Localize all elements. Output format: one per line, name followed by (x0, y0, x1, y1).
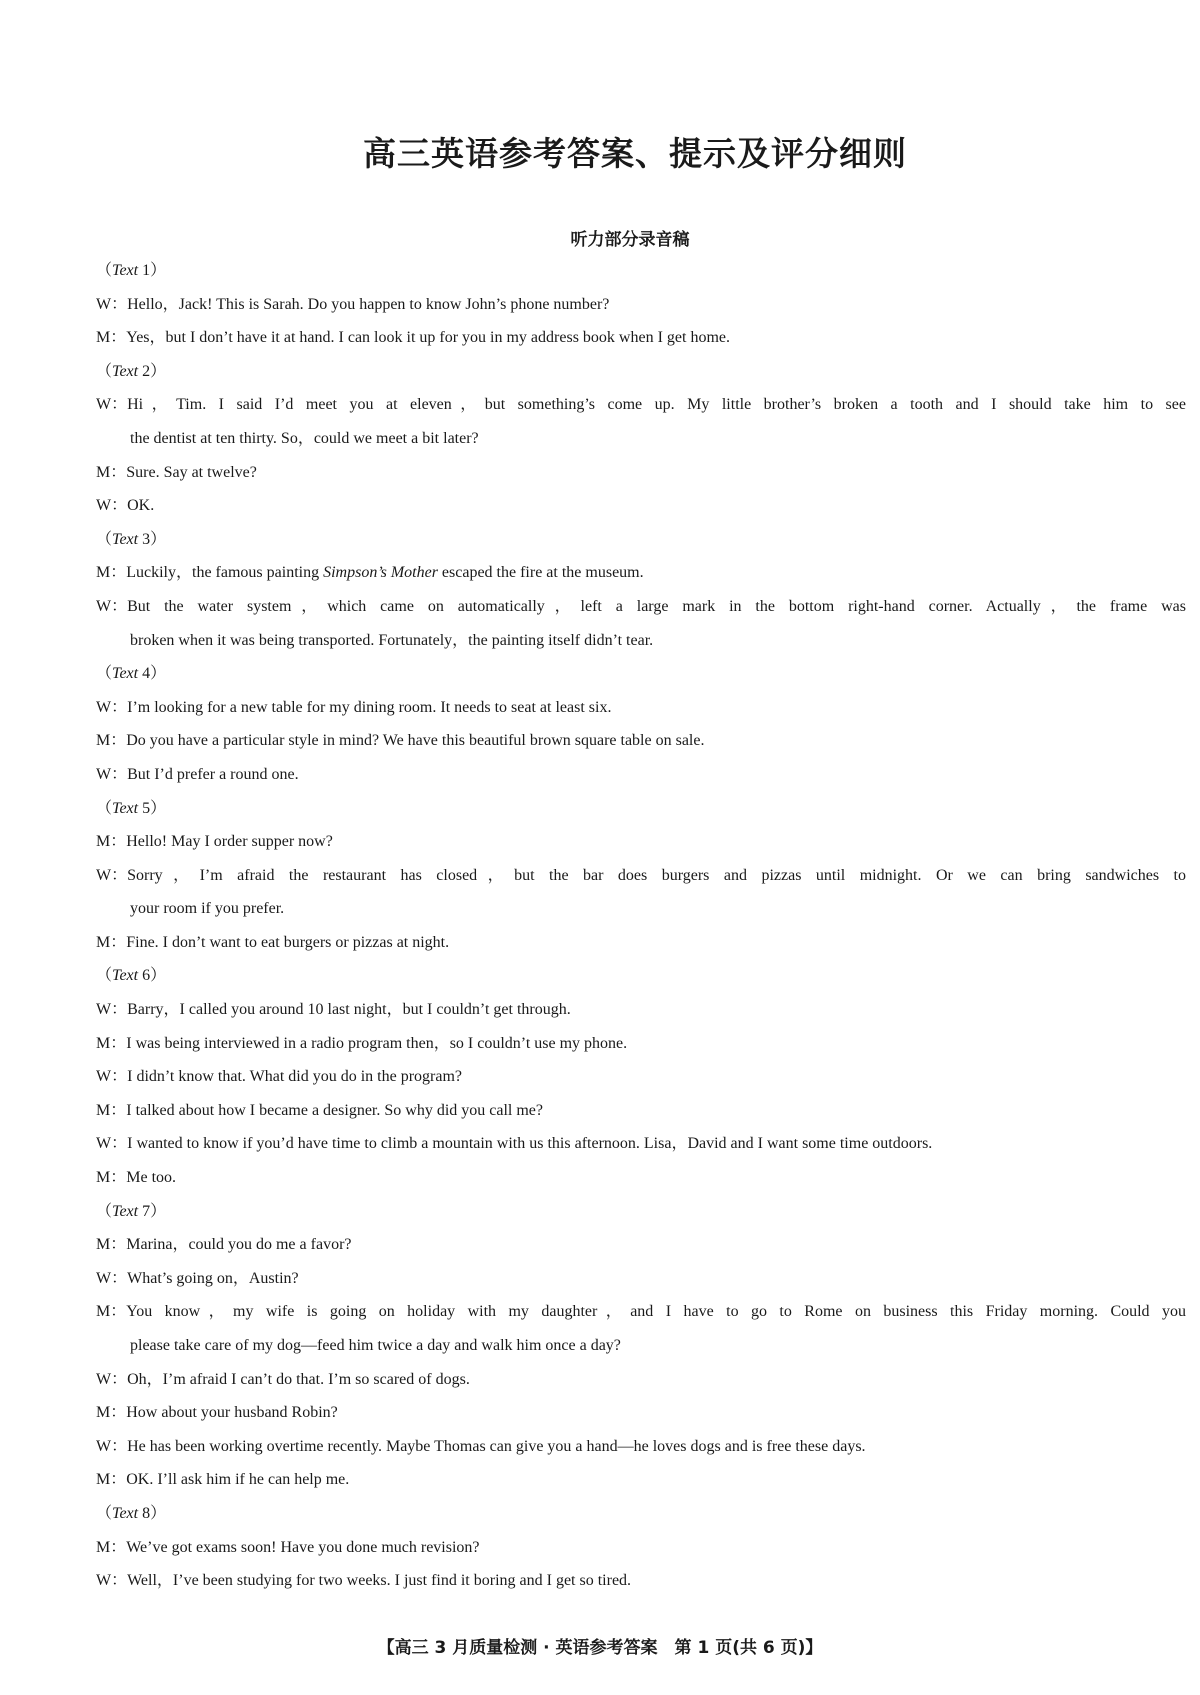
dialogue-line: M：We’ve got exams soon! Have you done much revision? (96, 1531, 1186, 1565)
dialogue-line: W：But I’d prefer a round one. (96, 758, 1186, 792)
speaker-label: W： (96, 497, 128, 515)
speaker-label: M： (96, 1101, 127, 1119)
transcript-body (96, 254, 1186, 1598)
dialogue-line: W：What’s going on，Austin? (96, 1262, 1186, 1296)
speaker-label: W： (96, 1135, 128, 1153)
text-label-1: （Text 1） (96, 262, 167, 279)
speaker-label: W： (96, 765, 128, 783)
dialogue-line: W：Barry，I called you around 10 last night，but I couldn’t get through. (96, 993, 1186, 1027)
speaker-label: M： (96, 1169, 127, 1187)
dialogue-line: W：Hello，Jack! This is Sarah. Do you happen to know John’s phone number? (96, 288, 1186, 322)
text-label-8: （Text 8） (96, 1504, 167, 1522)
speaker-label: W： (96, 295, 128, 313)
dialogue-line-continued: broken when it was being transported. Fortunately，the painting itself didn’t tear. (130, 631, 654, 649)
dialogue-line: M：I talked about how I became a designer. So why did you call me? (96, 1094, 1186, 1128)
text-label-5: （Text 5） (96, 799, 167, 817)
dialogue-line: M：Me too. (96, 1161, 1186, 1195)
dialogue-line: M：How about your husband Robin? (96, 1396, 1186, 1430)
dialogue-line: M：Hello! May I order supper now? (96, 825, 1186, 859)
dialogue-line: W：Well，I’ve been studying for two weeks. I just find it boring and I get so tired. (96, 1564, 1186, 1598)
speaker-label: W： (96, 1437, 128, 1455)
speaker-label: M： (96, 1303, 127, 1321)
dialogue-line: W：He has been working overtime recently. Maybe Thomas can give you a hand—he loves dogs and is free these days. (96, 1430, 1186, 1464)
speaker-label: W： (96, 1572, 128, 1590)
speaker-label: M： (96, 1538, 127, 1556)
speaker-label: M： (96, 1034, 127, 1052)
speaker-label: W： (96, 597, 128, 615)
dialogue-line: W：I wanted to know if you’d have time to climb a mountain with us this afternoon. Lisa，David and I want some time outdoors. (96, 1127, 1186, 1161)
dialogue-line: M：I was being interviewed in a radio program then，so I couldn’t use my phone. (96, 1027, 1186, 1061)
dialogue-line-continued: the dentist at ten thirty. So，could we meet a bit later? (130, 429, 479, 447)
dialogue-line-continued: please take care of my dog—feed him twice a day and walk him once a day? (130, 1337, 621, 1354)
page-title: 高三英语参考答案、提示及评分细则 (363, 134, 907, 173)
dialogue-line-continued: your room if you prefer. (130, 900, 285, 918)
dialogue-line: M：Do you have a particular style in mind? We have this beautiful brown square table on sale. (96, 724, 1186, 758)
dialogue-line: M：You know，my wife is going on holiday with my daughter，and I have to go to Rome on business this Friday morning. Could you (96, 1295, 1186, 1329)
speaker-label: W： (96, 866, 128, 884)
dialogue-line: W：But the water system，which came on automatically，left a large mark in the bottom right-hand corner. Actually，the frame was (96, 590, 1186, 624)
page-footer: 【高三 3 月质量检测 · 英语参考答案 第 1 页(共 6 页)】 (377, 1638, 823, 1658)
text-label-7: （Text 7） (96, 1202, 167, 1220)
speaker-label: W： (96, 698, 128, 716)
dialogue-line: W：OK. (96, 489, 1186, 523)
speaker-label: M： (96, 564, 127, 582)
speaker-label: M： (96, 1471, 127, 1489)
speaker-label: M： (96, 732, 127, 750)
speaker-label: M： (96, 933, 127, 951)
speaker-label: M： (96, 463, 127, 481)
dialogue-line: M：Yes，but I don’t have it at hand. I can look it up for you in my address book when I get home. (96, 321, 1186, 355)
text-label-2: （Text 2） (96, 362, 167, 380)
dialogue-line: M：Sure. Say at twelve? (96, 456, 1186, 490)
dialogue-line: W：Hi，Tim. I said I’d meet you at eleven，but something’s come up. My little brother’s broken a tooth and I should take him to see (96, 388, 1186, 422)
speaker-label: M： (96, 1404, 127, 1422)
text-label-6: （Text 6） (96, 967, 167, 985)
speaker-label: W： (96, 1269, 128, 1287)
speaker-label: M： (96, 329, 127, 347)
text-label-4: （Text 4） (96, 665, 167, 683)
dialogue-line: M：Luckily，the famous painting Simpson’s Mother escaped the fire at the museum. (96, 556, 1186, 590)
text-label-3: （Text 3） (96, 530, 167, 548)
dialogue-line: W：I’m looking for a new table for my dining room. It needs to seat at least six. (96, 691, 1186, 725)
dialogue-line: M：Fine. I don’t want to eat burgers or pizzas at night. (96, 926, 1186, 960)
speaker-label: M： (96, 1236, 127, 1254)
painting-title: Simpson’s Mother (323, 564, 438, 582)
section-subtitle: 听力部分录音稿 (570, 230, 690, 250)
speaker-label: W： (96, 1370, 128, 1388)
dialogue-line: W：I didn’t know that. What did you do in the program? (96, 1060, 1186, 1094)
dialogue-line: W：Sorry，I’m afraid the restaurant has closed，but the bar does burgers and pizzas until midnight. Or we can bring sandwiches to (96, 859, 1186, 893)
speaker-label: W： (96, 1068, 128, 1086)
speaker-label: W： (96, 396, 128, 414)
speaker-label: W： (96, 1001, 128, 1019)
speaker-label: M： (96, 833, 127, 851)
dialogue-line: W：Oh，I’m afraid I can’t do that. I’m so scared of dogs. (96, 1363, 1186, 1397)
dialogue-line: M：OK. I’ll ask him if he can help me. (96, 1463, 1186, 1497)
dialogue-line: M：Marina，could you do me a favor? (96, 1228, 1186, 1262)
